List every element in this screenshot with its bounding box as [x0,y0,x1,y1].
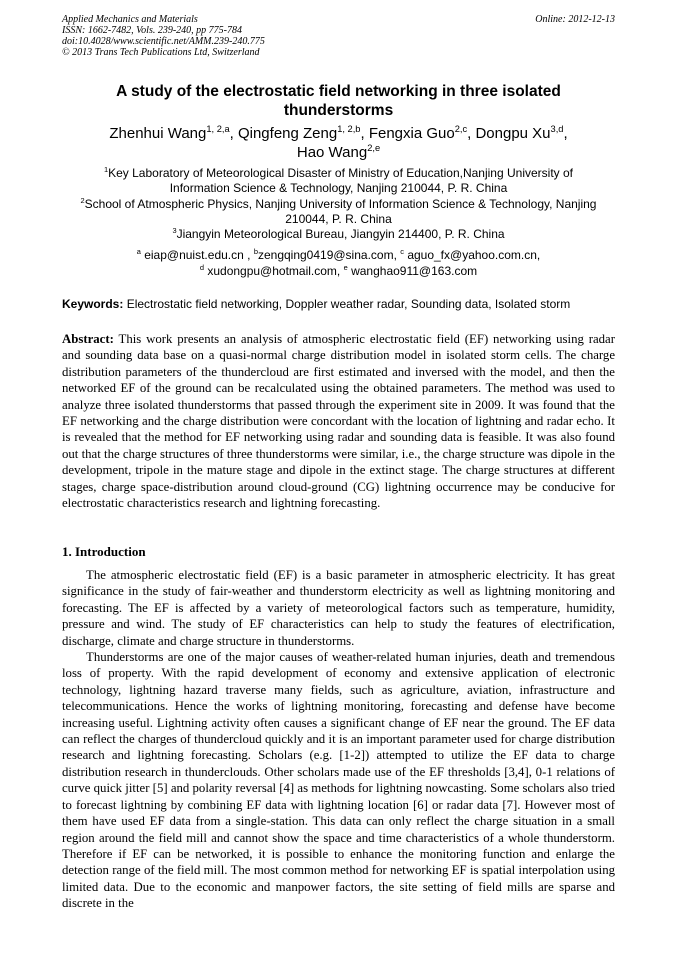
paper-title [62,82,615,120]
journal-info [62,14,615,58]
journal-issn: ISSN: 1662-7482, Vols. 239-240, pp 775-784 [62,25,242,36]
abstract-label: Abstract: [62,332,114,346]
author-name: Qingfeng Zeng [237,125,338,142]
email-link[interactable]: wanghao911@163.com [351,263,478,278]
author-name: Dongpu Xu [475,125,551,142]
author-name: Fengxia Guo [368,125,455,142]
authors-line-2 [62,143,615,162]
online-date: Online: 2012-12-13 [535,14,615,25]
author-separator: , [563,125,568,142]
author-name: Hao Wang [296,144,368,161]
email-link[interactable]: zengqing0419@sina.com, [257,248,397,262]
affiliation-2 [58,197,619,212]
journal-copyright: © 2013 Trans Tech Publications Ltd, Switzerland [62,47,260,58]
authors-line-1 [62,124,615,143]
author-affiliation-mark: 2,e [367,143,381,153]
author-separator: , [467,125,476,142]
affiliation-mark: 3 [172,226,177,236]
affiliation-text: Jiangyin Meteorological Bureau, Jiangyin 214400, P. R. China [176,227,505,242]
email-link[interactable]: aguo_fx@yahoo.com.cn, [407,248,541,262]
keywords-text: Electrostatic field networking, Doppler weather radar, Sounding data, Isolated storm [126,297,571,311]
author-name: Zhenhui Wang [109,125,207,142]
affiliation-2-cont: 210044, P. R. China [285,211,392,226]
keywords [62,297,615,312]
author-list [62,124,615,162]
affiliation-mark: 1 [103,165,109,174]
title-line-1: A study of the electrostatic field networking in three isolated [116,83,561,100]
journal-doi: doi:10.4028/www.scientific.net/AMM.239-240.775 [62,36,265,47]
emails-line-2 [62,264,615,280]
intro-paragraph-2: Thunderstorms are one of the major causes of weather-related human injuries, death and tremendous loss of property. With the rapid development of economy and extensive application of electronic technology, lightning hazard traverse many fields, such as agriculture, aviation, infrastructure and telecommunications. Hence the works of lightning monitoring, forecasting and defense have become increasing useful. Lightning activity often causes a significant change of EF near the ground. The EF data can reflect the charges of thundercloud quickly and it is an important parameter used for charge distribution research and lightning forecasting. Scholars (e.g. [1-2]) attempted to utilize the EF data to charge distribution research in thunderclouds. Other scholars made use of the EF thresholds [3,4], 0-1 relations of curve quick jitter [5] and polarity reversal [4] as methods for lightning nowcasting. Some scholars also tried to forecast lightning by combining EF data with lightning location [6] or radar data [7]. However most of them have used EF data from a single-station. This data can only reflect the charge situation in a small region around the field mill and cannot show the space and time characteristics of a whole thunderstorm. Therefore if EF can be networked, it is possible to enhance the monitoring function and enlarge the detection range of the field mill. The most common method for networking EF is spatial interpolation using limited data. Due to the economic and manpower factors, the site setting of field mills are sparse and discrete in the [62,650,615,911]
email-mark: a [136,247,141,256]
journal-name: Applied Mechanics and Materials [62,14,198,25]
affiliation-mark: 2 [80,195,85,205]
affiliation-text: School of Atmospheric Physics, Nanjing University of Information Science & Technology, Nanjing [84,196,597,211]
affiliation-3 [58,227,619,242]
title-line-2: thunderstorms [283,102,394,119]
email-link[interactable]: xudongpu@hotmail.com, [207,263,341,278]
email-mark: c [400,247,404,256]
affiliation-1 [58,166,619,181]
abstract-text: This work presents an analysis of atmospheric electrostatic field (EF) networking using radar and sounding data base on a quasi-normal charge distribution model in isolated storm cells. The charge distribution parameters of the thundercloud are first estimated and inversed with the model, and then the networked EF of the ground can be recalculated using the obtained parameters. The method was used to analyze three isolated thunderstorms that passed through the experiment site in 2009. It was found that the EF networking and the charge distribution were concordant with the location of lightning and radar echo. It is revealed that the method for EF networking using radar and sounding data is feasible. It was also found out that the charge structures of three thunderstorms were similar, i.e., the charge structure was dipole in the development, tripole in the mature stage and dipole in the extinct stage. The charge structures at different stages, charge space-distribution around cloud-ground (CG) lightning occurrence may be conducive for electrostatic characteristics research and lightning forecasting. [62,332,616,511]
emails-line-1: $^a$ eiap@nuist.edu.cn , $^b$zengqing0419@sina.com, $^c$ aguo_fx@yahoo.com.cn, [136,247,541,262]
author-emails [62,248,615,279]
author-affiliation-mark: 3,d [550,124,564,134]
affiliations [58,166,619,242]
journal-header [62,14,615,58]
abstract [62,331,615,511]
author-separator: , [360,125,369,142]
affiliation-1-cont: Information Science & Technology, Nanjing 210044, P. R. China [169,181,508,196]
email-mark: d [199,262,204,272]
email-mark: e [343,262,348,272]
author-separator: , [229,125,238,142]
section-heading-introduction: 1. Introduction [62,544,146,559]
author-affiliation-mark: 1, 2,a [206,124,230,134]
keywords-label: Keywords: [62,297,124,311]
email-mark: b [253,247,258,256]
intro-paragraph-1: The atmospheric electrostatic field (EF) is a basic parameter in atmospheric electricity. It has great significance in the study of fair-weather and thunderstorm electricity as well as lightning monitoring and forecasting. The EF is affected by a variety of meteorological factors such as temperature, humidity, pressure and wind. The study of EF characteristics can help to study the features of electrification, discharge, climate and charge structure in thunderstorms. [62,568,615,648]
introduction-body [62,567,615,912]
email-link[interactable]: eiap@nuist.edu.cn [144,248,244,262]
affiliation-text: Key Laboratory of Meteorological Disaster of Ministry of Education,Nanjing University of [108,166,574,180]
author-affiliation-mark: 2,c [454,124,468,134]
author-affiliation-mark: 1, 2,b [337,124,361,134]
